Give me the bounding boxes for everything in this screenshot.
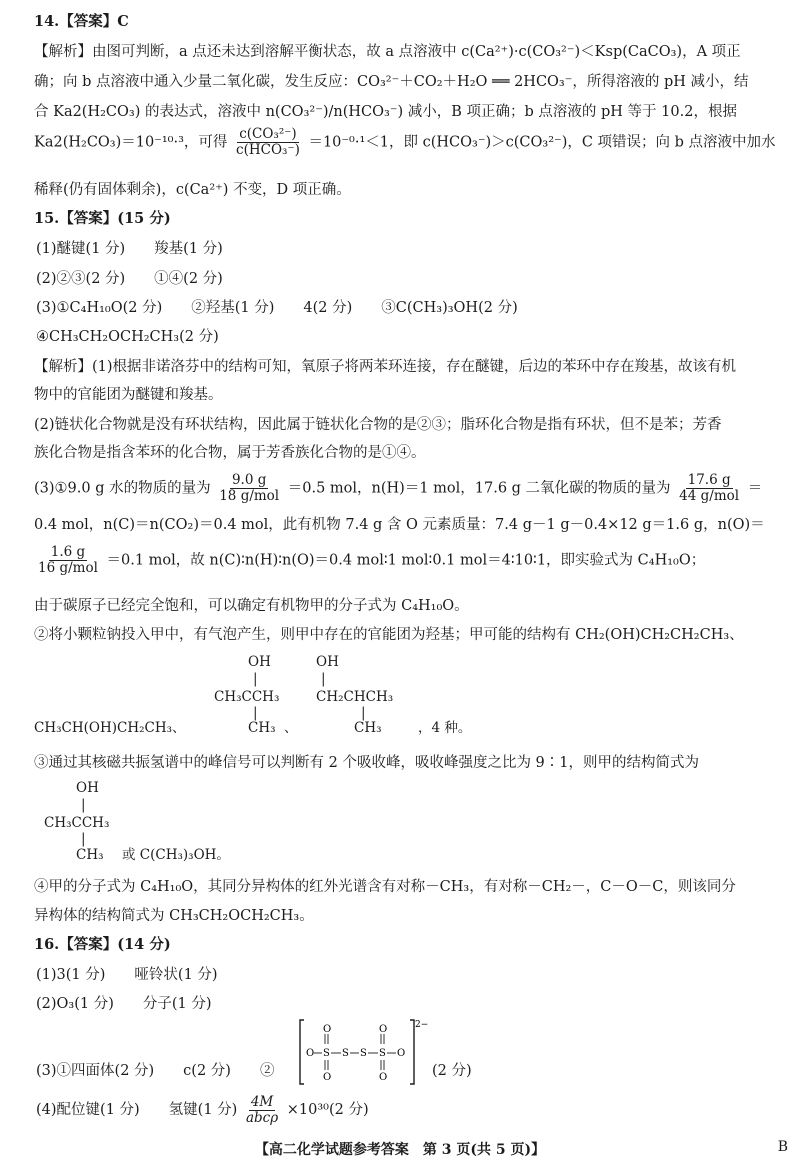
tert-butanol-structure xyxy=(44,780,444,870)
ion-o-bottom-1: O xyxy=(323,1072,332,1083)
q15-co2-text: ＝0.5 mol，n(H)＝1 mol，17.6 g 二氧化碳的物质的量为 xyxy=(287,480,671,497)
q15-explanation-6b: 异构体的结构简式为 CH₃CH₂OCH₂CH₃。 xyxy=(34,908,314,924)
q14-explanation-line-4 xyxy=(34,127,776,158)
version-label: B xyxy=(777,1139,788,1155)
q15-explanation-2b: 族化合物是指含苯环的化合物，属于芳香族化合物的是①④。 xyxy=(34,445,426,461)
q15-water-denominator: 18 g/mol xyxy=(219,488,280,504)
q16-answer-1: (1)3(1 分) 哑铃状(1 分) xyxy=(36,967,218,983)
isomer-count: ，4 种。 xyxy=(418,720,472,736)
ion-s-3: S xyxy=(360,1048,367,1059)
isomer-3-bond-up: | xyxy=(321,671,326,687)
q15-ratio-text: ＝0.1 mol，故 n(C)∶n(H)∶n(O)＝0.4 mol∶1 mol∶0.1 mol＝4∶10∶1，即实验式为 C₄H₁₀O； xyxy=(106,552,706,569)
q14-ratio-numerator: c(CO₃²⁻) xyxy=(239,126,297,142)
ion-o-top-2: O xyxy=(379,1024,388,1035)
ion-o-bottom-2: O xyxy=(379,1072,388,1083)
q15-explanation-3b: 0.4 mol，n(C)＝n(CO₂)＝0.4 mol，此有机物 7.4 g 含 O 元素质量：7.4 g－1 g－0.4×12 g＝1.6 g，n(O)＝ xyxy=(34,517,765,533)
q16-answer-2: (2)O₃(1 分) 分子(1 分) xyxy=(36,996,212,1012)
q15-explanation-3d: 由于碳原子已经完全饱和，可以确定有机物甲的分子式为 C₄H₁₀O。 xyxy=(34,598,469,614)
q15-explanation-3a xyxy=(34,473,776,504)
q16-answer-4-text: (4)配位键(1 分) 氢键(1 分) xyxy=(36,1102,238,1118)
isomer-3-oh: OH xyxy=(316,654,339,670)
q15-oxygen-fraction xyxy=(36,545,100,576)
q14-ka2-text: Ka2(H₂CO₃)＝10⁻¹⁰·³，可得 xyxy=(34,134,228,151)
q16-density-numerator: 4M xyxy=(250,1093,274,1110)
q16-answer-4 xyxy=(36,1094,776,1126)
q15-water-numerator: 9.0 g xyxy=(231,472,267,488)
q14-ratio-denominator: c(HCO₃⁻) xyxy=(236,142,300,158)
q15-equals: ＝ xyxy=(747,480,763,497)
isomer-3-ch3: CH₃ xyxy=(354,720,382,736)
q15-explanation-3c xyxy=(34,545,776,576)
isomer-2-bond-down: | xyxy=(253,705,258,721)
ion-s-2: S xyxy=(342,1048,349,1059)
isomer-2-bond-up: | xyxy=(253,671,258,687)
q15-answer-3: (3)①C₄H₁₀O(2 分) ②羟基(1 分) 4(2 分) ③C(CH₃)₃OH(2 分) xyxy=(36,300,518,316)
q14-answer-title: 14.【答案】C xyxy=(34,13,129,30)
ion-s-1: S xyxy=(323,1048,330,1059)
ion-s-4: S xyxy=(379,1048,386,1059)
tbuoh-alt-formula: 或 C(CH₃)₃OH。 xyxy=(122,847,230,863)
isomer-structures xyxy=(34,654,734,744)
q15-co2-fraction xyxy=(677,473,741,504)
q14-explanation-line-2: 确；向 b 点溶液中通入少量二氧化碳，发生反应：CO₃²⁻＋CO₂＋H₂O ══ 2HCO₃⁻，所得溶液的 pH 减小，结 xyxy=(34,74,749,90)
q15-explanation-2a: (2)链状化合物就是没有环状结构，因此属于链状化合物的是②③；脂环化合物是指有环状，但不是苯；芳香 xyxy=(34,417,722,433)
isomer-separator: 、 xyxy=(284,720,298,736)
q15-water-fraction xyxy=(217,473,281,504)
q15-answer-2: (2)②③(2 分) ①④(2 分) xyxy=(36,271,223,287)
q16-answer-title: 16.【答案】(14 分) xyxy=(34,936,171,953)
q15-answer-title: 15.【答案】(15 分) xyxy=(34,210,171,227)
q14-explanation-line-5: 稀释(仍有固体剩余)，c(Ca²⁺) 不变，D 项正确。 xyxy=(34,182,351,198)
ion-charge: 2− xyxy=(415,1020,428,1030)
isomer-3-bond-down: | xyxy=(361,705,366,721)
tbuoh-ch3: CH₃ xyxy=(76,847,104,863)
q14-ratio-fraction xyxy=(234,127,302,158)
q15-water-text: (3)①9.0 g 水的物质的量为 xyxy=(34,480,211,497)
q14-conclusion-text: ＝10⁻⁰·¹＜1，即 c(HCO₃⁻)＞c(CO₃²⁻)，C 项错误；向 b 点溶液中加水 xyxy=(308,134,776,151)
q15-explanation-1a: 【解析】(1)根据非诺洛芬中的结构可知，氧原子将两苯环连接，存在醚键，后边的苯环中存在羧基，故该有机 xyxy=(34,359,737,375)
isomer-1-formula: CH₃CH(OH)CH₂CH₃、 xyxy=(34,720,186,736)
q15-oxygen-numerator: 1.6 g xyxy=(50,544,86,560)
q16-answer-4-exponent: ×10³⁰(2 分) xyxy=(286,1102,369,1118)
q15-explanation-6a: ④甲的分子式为 C₄H₁₀O，其同分异构体的红外光谱含有对称－CH₃，有对称－CH₂－，C－O－C，则该同分 xyxy=(34,879,736,895)
ion-o-top-1: O xyxy=(323,1024,332,1035)
ion-o-right: O xyxy=(397,1048,406,1059)
q15-answer-4: ④CH₃CH₂OCH₂CH₃(2 分) xyxy=(36,329,219,345)
tbuoh-oh: OH xyxy=(76,780,99,796)
q15-oxygen-denominator: 16 g/mol xyxy=(38,560,98,576)
q14-explanation-line-3: 合 Ka2(H₂CO₃) 的表达式，溶液中 n(CO₃²⁻)/n(HCO₃⁻) 减小，B 项正确；b 点溶液的 pH 等于 10.2，根据 xyxy=(34,104,737,120)
q15-co2-numerator: 17.6 g xyxy=(687,472,731,488)
q16-answer-3-score: (2 分) xyxy=(432,1063,472,1079)
q16-answer-3-prefix: (3)①四面体(2 分) c(2 分) ② xyxy=(36,1063,275,1079)
q16-density-denominator: abcρ xyxy=(245,1109,279,1126)
isomer-3-main: CH₂CHCH₃ xyxy=(316,689,394,705)
q15-explanation-5: ③通过其核磁共振氢谱中的峰信号可以判断有 2 个吸收峰，吸收峰强度之比为 9∶1，则甲的结构简式为 xyxy=(34,755,699,771)
q15-co2-denominator: 44 g/mol xyxy=(679,488,740,504)
q15-explanation-1b: 物中的官能团为醚键和羧基。 xyxy=(34,387,223,403)
ion-o-left: O xyxy=(306,1048,315,1059)
q15-explanation-4: ②将小颗粒钠投入甲中，有气泡产生，则甲中存在的官能团为羟基；甲可能的结构有 CH₂(OH)CH₂CH₂CH₃、 xyxy=(34,627,744,643)
q16-density-fraction xyxy=(244,1095,280,1126)
dithionate-ion-structure xyxy=(298,1016,428,1088)
isomer-2-main: CH₃CCH₃ xyxy=(214,689,280,705)
page-footer: 【高二化学试题参考答案 第 3 页(共 5 页)】 xyxy=(254,1142,546,1158)
q14-explanation-line-1: 【解析】由图可判断，a 点还未达到溶解平衡状态，故 a 点溶液中 c(Ca²⁺)·c(CO₃²⁻)＜Ksp(CaCO₃)，A 项正 xyxy=(34,44,741,60)
tbuoh-main: CH₃CCH₃ xyxy=(44,815,110,831)
tbuoh-bond-up: | xyxy=(81,797,86,813)
isomer-2-ch3: CH₃ xyxy=(248,720,276,736)
isomer-2-oh: OH xyxy=(248,654,271,670)
tbuoh-bond-down: | xyxy=(81,831,86,847)
q15-answer-1: (1)醚键(1 分) 羧基(1 分) xyxy=(36,241,223,257)
